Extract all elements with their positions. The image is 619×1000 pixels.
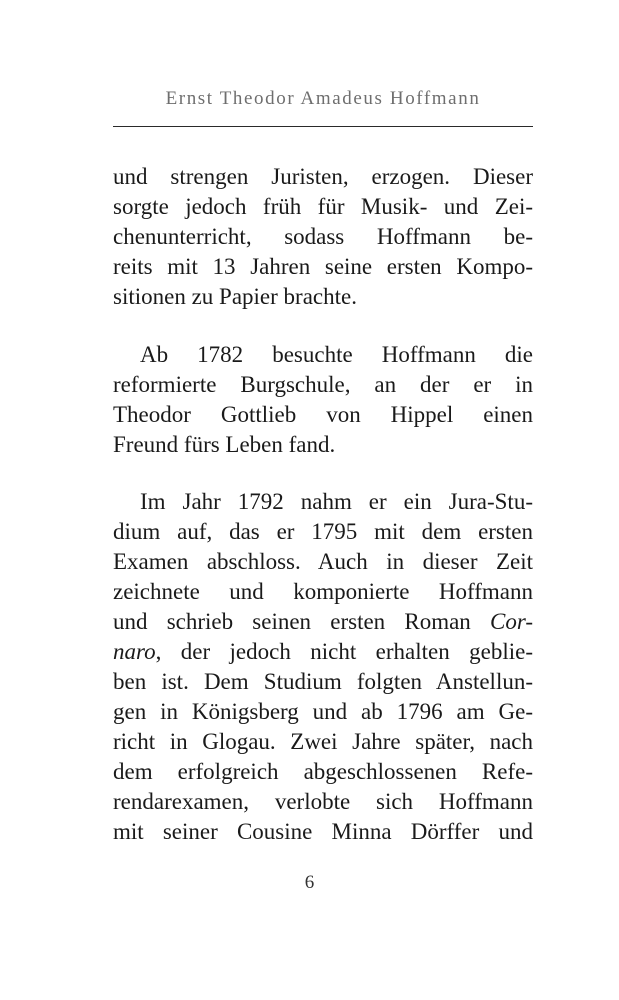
text-line: Ab 1782 besuchte Hoffmann die xyxy=(140,342,533,367)
text-line: Theodor Gottlieb von Hippel einen xyxy=(113,402,533,427)
text-line: gen in Königsberg und ab 1796 am Ge- xyxy=(113,699,533,724)
text-line: reformierte Burgschule, an der er in xyxy=(113,372,533,397)
text-line: Examen abschloss. Auch in dieser Zeit xyxy=(113,549,533,574)
text-line xyxy=(113,637,533,667)
text-line: ben ist. Dem Studium folgten Anstellun- xyxy=(113,669,533,694)
text-line: Freund fürs Leben fand. xyxy=(113,432,336,457)
paragraph-2 xyxy=(113,340,533,460)
page-number: 6 xyxy=(304,872,315,893)
book-title-italic: naro xyxy=(113,639,156,664)
text-line: zeichnete und komponierte Hoffmann xyxy=(113,579,533,604)
text-segment: und schrieb seinen ersten Roman xyxy=(113,609,490,634)
paragraph-3 xyxy=(113,487,533,847)
paragraph-spacer xyxy=(113,460,533,487)
text-line: und strengen Juristen, erzogen. Dieser xyxy=(113,164,533,189)
text-line: chenunterricht, sodass Hoffmann be- xyxy=(113,224,533,249)
header-divider xyxy=(113,126,533,127)
text-line: reits mit 13 Jahren seine ersten Kompo- xyxy=(113,254,533,279)
text-line: richt in Glogau. Zwei Jahre später, nach xyxy=(113,729,533,754)
text-line: Im Jahr 1792 nahm er ein Jura-Stu- xyxy=(140,489,533,514)
text-segment: , der jedoch nicht erhalten geblie- xyxy=(155,639,533,664)
running-header: Ernst Theodor Amadeus Hoffmann xyxy=(165,88,481,109)
text-line: mit seiner Cousine Minna Dörffer und xyxy=(113,819,533,844)
body-text xyxy=(113,162,533,847)
book-title-italic: Cor- xyxy=(490,609,533,634)
text-line: dem erfolgreich abgeschlossenen Refe- xyxy=(113,759,533,784)
paragraph-spacer xyxy=(113,312,533,340)
text-line: sitionen zu Papier brachte. xyxy=(113,284,357,309)
text-line: dium auf, das er 1795 mit dem ersten xyxy=(113,519,533,544)
text-line: sorgte jedoch früh für Musik- und Zei- xyxy=(113,194,533,219)
paragraph-1 xyxy=(113,162,533,312)
text-line xyxy=(113,607,533,637)
text-line: rendarexamen, verlobte sich Hoffmann xyxy=(113,789,533,814)
